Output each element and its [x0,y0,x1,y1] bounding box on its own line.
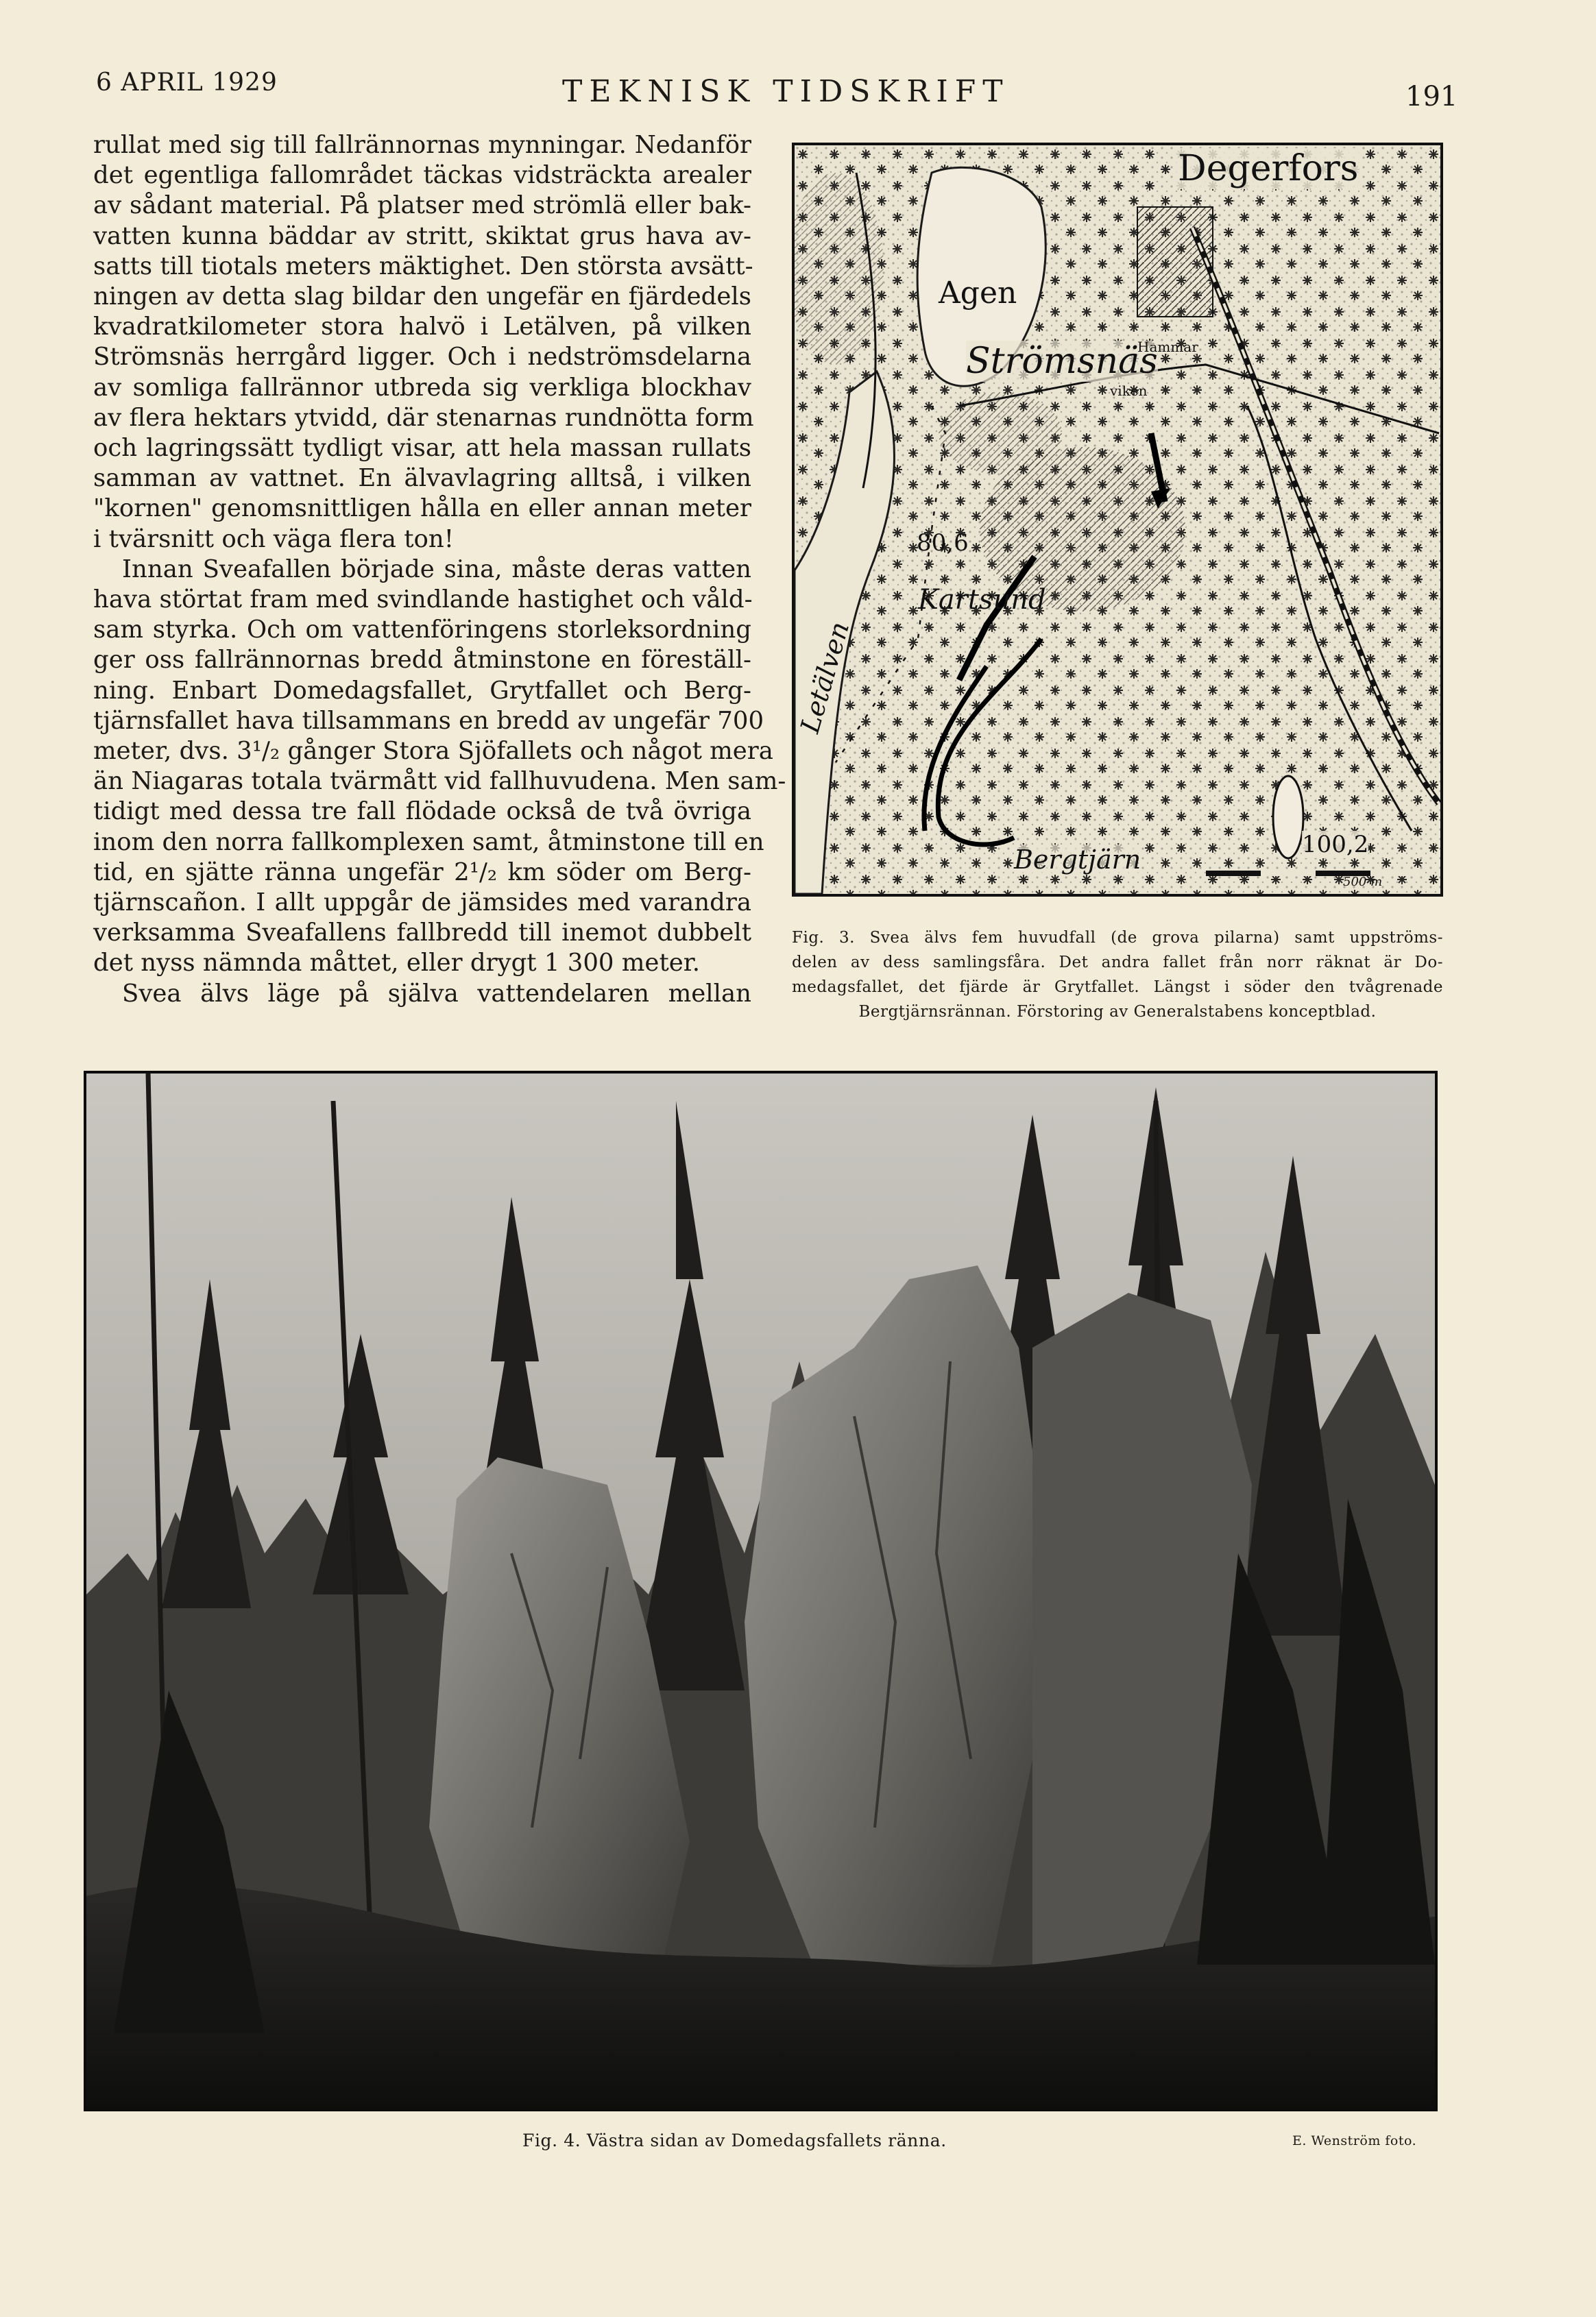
text-line: än Niagaras totala tvärmått vid fallhuvudena. Men sam- [93,767,786,796]
town-block [1137,207,1213,317]
text-line: rullat med sig till fallrännornas mynningar. Nedanför [93,131,751,159]
text-line: det egentliga fallområdet täckas vidsträckta arealer [93,161,751,190]
caption-line: medagsfallet, det fjärde är Grytfallet. Längst i söder den tvågrenade [792,978,1443,996]
label-bergtjarn: Bergtjärn [1014,845,1141,875]
photo-credit: E. Wenström foto. [1292,2133,1417,2148]
text-line: av somliga fallrännor utbreda sig verkliga blockhav [93,373,751,402]
paragraph-3 [93,979,751,1009]
journal-title: TEKNISK TIDSKRIFT [562,74,1010,109]
text-line: meter, dvs. 3¹/₂ gånger Stora Sjöfallets och något mera [93,737,773,766]
text-line: Svea älvs läge på själva vattendelaren mellan [122,979,751,1008]
text-line: vatten kunna bäddar av stritt, skiktat grus hava av- [93,221,751,250]
text-line: sam styrka. Och om vattenföringens storleksordning [93,616,751,644]
label-scale: 500 m [1343,875,1383,889]
text-line: satts till tiotals meters mäktighet. Den största avsätt- [93,252,753,280]
body-text-column [93,130,786,1009]
figure-4-photograph [84,1071,1438,2111]
text-line: och lagringssätt tydligt visar, att hela massan rullats [93,434,751,463]
text-line: kvadratkilometer stora halvö i Letälven, på vilken [93,313,751,341]
label-hammar: Hammar [1137,339,1198,355]
text-line: hava störtat fram med svindlande hastighet och våld- [93,585,753,614]
caption-line: delen av dess samlingsfåra. Det andra fallet från norr räknat är Do- [792,954,1443,971]
label-letalven: Letälven [795,618,856,737]
label-agen: Agen [939,276,1017,311]
label-elevation-80: 80,6 [917,529,969,557]
text-line: Strömsnäs herrgård ligger. Och i nedströmsdelarna [93,343,751,372]
text-line: tjärnsfallet hava tillsammans en bredd av ungefär 700 [93,706,764,735]
text-line: verksamma Sveafallens fallbredd till inemot dubbelt [93,919,751,947]
page-number: 191 [1405,81,1458,112]
forest-rock-photo [86,1073,1435,2109]
caption-line: Fig. 3. Svea älvs fem huvudfall (de grova pilarna) samt uppströms- [792,929,1443,947]
figure-3-caption [792,925,1443,1024]
text-line: inom den norra fallkomplexen samt, åtminstone till en [93,827,764,856]
label-elevation-100: 100,2 [1302,831,1369,858]
text-line: tjärnscañon. I allt uppgår de jämsides med varandra [93,888,751,917]
label-kartsund: Kartsund [918,584,1046,616]
text-line: det nyss nämnda måttet, eller drygt 1 300 meter. [93,949,701,978]
text-line: Innan Sveafallen började sina, måste deras vatten [122,555,751,583]
map-drawing [795,145,1440,894]
issue-date: 6 APRIL 1929 [96,69,278,97]
text-line: av sådant material. På platser med strömlä eller bak- [93,191,751,220]
text-line: i tvärsnitt och väga flera ton! [93,524,455,553]
text-line: ning. Enbart Domedagsfallet, Grytfallet och Berg- [93,676,751,705]
label-stromsnas: Strömsnäs [966,341,1158,382]
text-line: tidigt med dessa tre fall flödade också de två övriga [93,797,751,826]
small-lake [1273,776,1303,858]
caption-line: Bergtjärnsrännan. Förstoring av Generalstabens konceptblad. [858,1003,1377,1021]
text-line: tid, en sjätte ränna ungefär 2¹/₂ km söder om Berg- [93,858,751,886]
figure-4-caption: Fig. 4. Västra sidan av Domedagsfallets ränna. [522,2131,947,2150]
figure-3-map [792,143,1443,897]
text-line: ger oss fallrännornas bredd åtminstone en föreställ- [93,646,751,675]
paragraph-2 [93,555,786,979]
label-degerfors: Degerfors [1175,148,1361,189]
label-viken: viken [1110,383,1148,399]
text-line: samman av vattnet. En älvavlagring alltså, i vilken [93,464,751,493]
paragraph-1 [93,130,754,555]
text-line: ningen av detta slag bildar den ungefär en fjärdedels [93,282,751,311]
text-line: av flera hektars ytvidd, där stenarnas rundnötta form [93,403,754,432]
text-line: "kornen" genomsnittligen hålla en eller annan meter [93,494,751,523]
